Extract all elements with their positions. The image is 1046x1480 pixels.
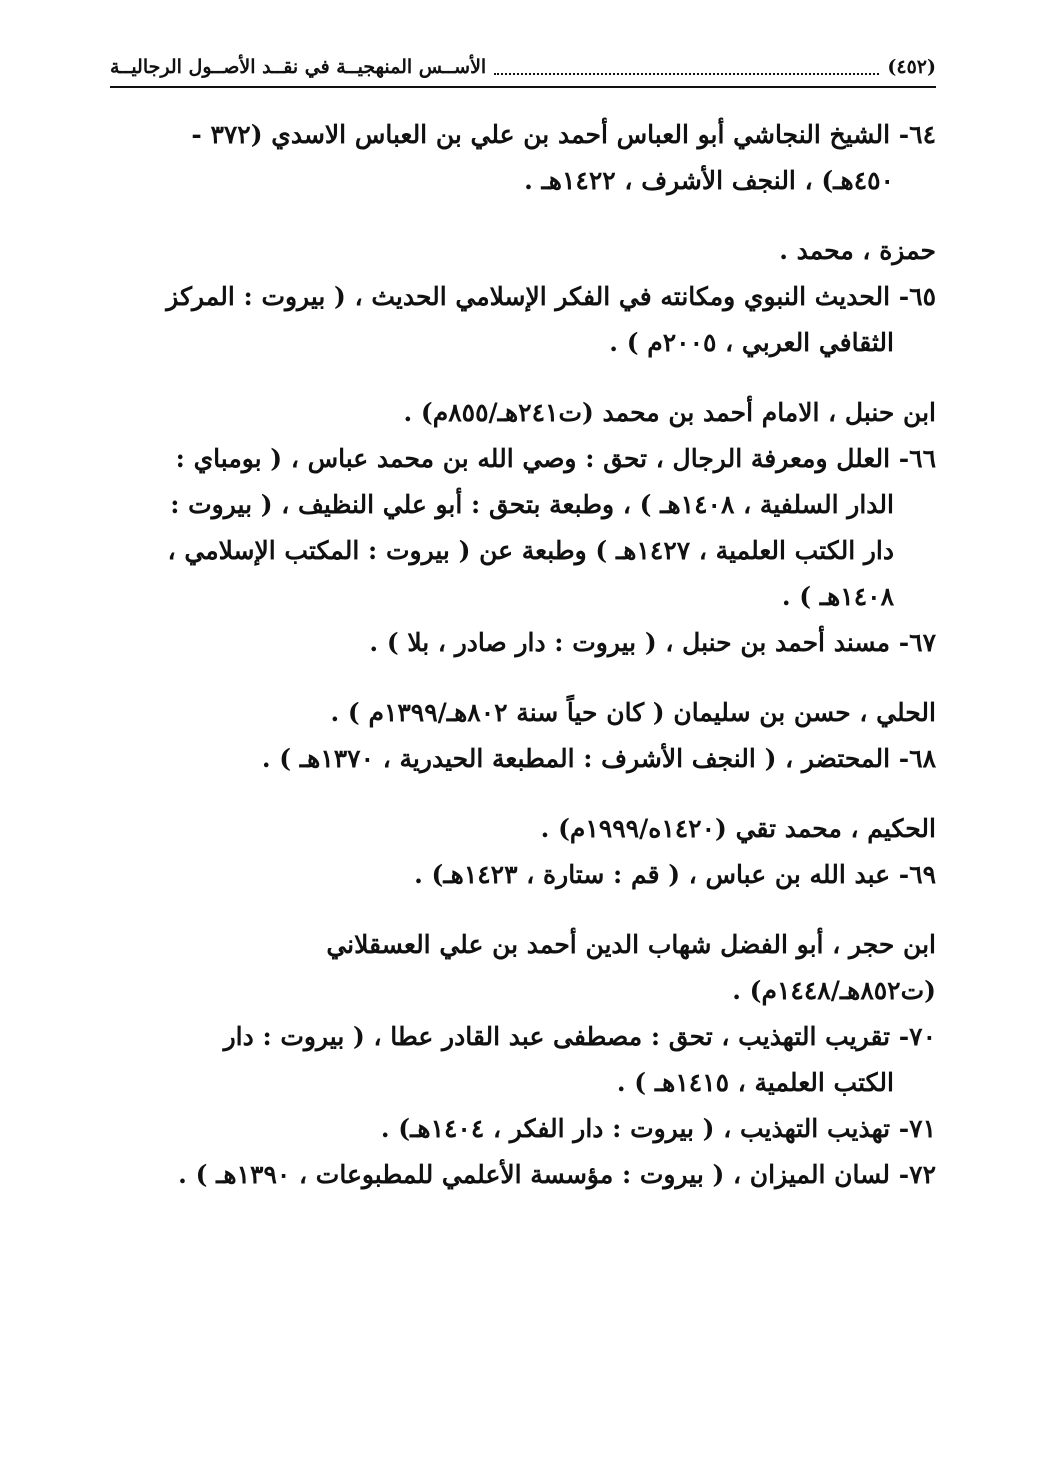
text-line: (ت٨٥٢هـ/١٤٤٨م) .: [732, 976, 936, 1005]
bibliography-block: [110, 390, 936, 666]
text-line: ٦٨- المحتضر ، ( النجف الأشرف : المطبعة الحيدرية ، ١٣٧٠هـ ) .: [261, 744, 936, 773]
text-line: الحلي ، حسن بن سليمان ( كان حياً سنة ٨٠٢هـ/١٣٩٩م ) .: [330, 698, 936, 727]
text-line: ٦٩- عبد الله بن عباس ، ( قم : ستارة ، ١٤٢٣هـ) .: [414, 860, 936, 889]
bibliography-block: [110, 690, 936, 782]
block-gap: [110, 366, 936, 390]
header-rule: [110, 86, 936, 88]
text-line: الدار السلفية ، ١٤٠٨هـ ) ، وطبعة بتحق : أبو علي النظيف ، ( بيروت :: [170, 490, 894, 519]
text-line: ٧١- تهذيب التهذيب ، ( بيروت : دار الفكر ، ١٤٠٤هـ) .: [380, 1114, 936, 1143]
page-header: [110, 50, 936, 84]
block-gap: [110, 782, 936, 806]
bibliography-block: [110, 228, 936, 366]
text-line: ابن حجر ، أبو الفضل شهاب الدين أحمد بن علي العسقلاني: [326, 930, 936, 959]
text-line: ٦٤- الشيخ النجاشي أبو العباس أحمد بن علي بن العباس الاسدي (٣٧٢ -: [191, 120, 936, 149]
text-line: الحكيم ، محمد تقي (١٤٢٠ه/١٩٩٩م) .: [540, 814, 936, 843]
page-number: (٤٥٢): [887, 56, 936, 78]
running-title: الأســس المنهجيــة في نقــد الأصــول الرجاليــة: [110, 56, 487, 78]
text-line: دار الكتب العلمية ، ١٤٢٧هـ ) وطبعة عن ( بيروت : المكتب الإسلامي ،: [167, 536, 894, 565]
text-line: ٧٢- لسان الميزان ، ( بيروت : مؤسسة الأعلمي للمطبوعات ، ١٣٩٠هـ ) .: [178, 1160, 936, 1189]
text-line: ١٤٠٨هـ ) .: [781, 582, 894, 611]
bibliography-block: [110, 922, 936, 1198]
text-line: ٦٦- العلل ومعرفة الرجال ، تحق : وصي الله بن محمد عباس ، ( بومباي :: [175, 444, 936, 473]
bibliography-block: [110, 806, 936, 898]
block-gap: [110, 898, 936, 922]
text-line: الثقافي العربي ، ٢٠٠٥م ) .: [609, 328, 894, 357]
bibliography-block: [110, 112, 936, 204]
text-line: ٦٥- الحديث النبوي ومكانته في الفكر الإسلامي الحديث ، ( بيروت : المركز: [166, 282, 936, 311]
text-line: ٦٧- مسند أحمد بن حنبل ، ( بيروت : دار صادر ، بلا ) .: [369, 628, 936, 657]
text-line: ابن حنبل ، الامام أحمد بن محمد (ت٢٤١هـ/٨٥٥م) .: [403, 398, 936, 427]
text-line: الكتب العلمية ، ١٤١٥هـ ) .: [616, 1068, 894, 1097]
bibliography-list: [110, 112, 936, 1198]
block-gap: [110, 666, 936, 690]
text-line: ٧٠- تقريب التهذيب ، تحق : مصطفى عبد القادر عطا ، ( بيروت : دار: [223, 1022, 936, 1051]
text-line: حمزة ، محمد .: [779, 236, 936, 265]
header-leader-dots: [494, 59, 879, 75]
text-line: ٤٥٠هـ) ، النجف الأشرف ، ١٤٢٢هـ .: [524, 166, 894, 195]
block-gap: [110, 204, 936, 228]
